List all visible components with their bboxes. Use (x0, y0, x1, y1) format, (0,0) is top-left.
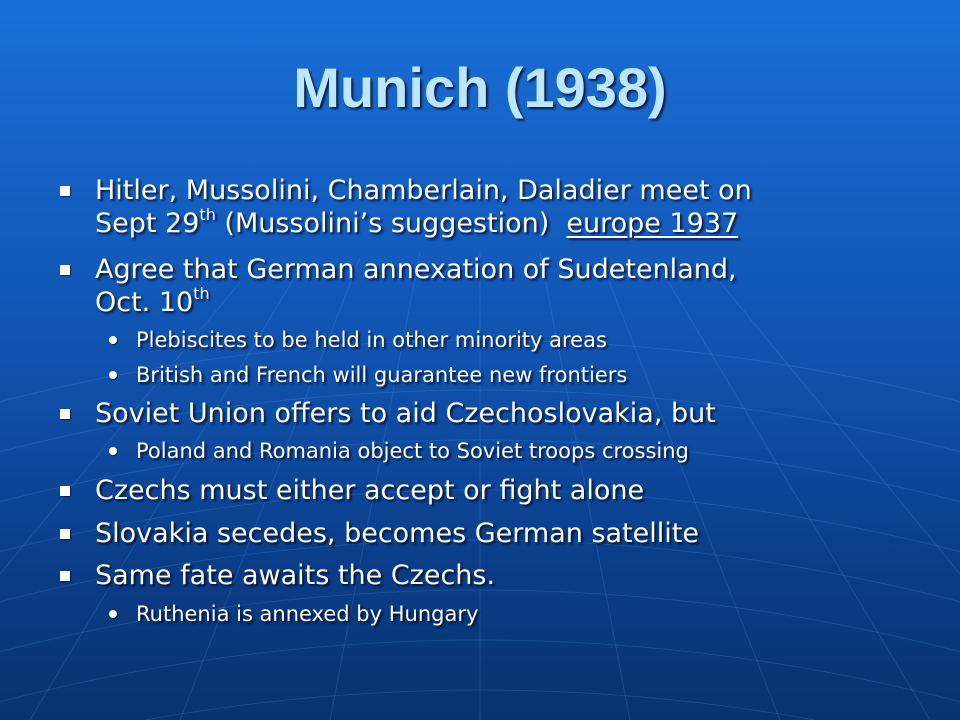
round-bullet-icon (109, 371, 117, 379)
bullet-text-line2: Sept 29th (Mussolini’s suggestion) europe 1937 (95, 205, 739, 239)
square-bullet-icon (60, 486, 70, 496)
bullet-text-line2: Oct. 10th (95, 284, 210, 318)
bullet-item-slovakia-secedes: Slovakia secedes, becomes German satellite (95, 517, 699, 550)
bullet-item-soviet-offer: Soviet Union offers to aid Czechoslovakia, but (95, 397, 716, 430)
square-bullet-icon (60, 529, 70, 539)
bullet-item-sudetenland-agreement (95, 253, 737, 319)
bullet-item-same-fate: Same fate awaits the Czechs. (95, 559, 495, 592)
sub-bullet-plebiscites: Plebiscites to be held in other minority areas (136, 327, 607, 353)
sub-bullet-guarantee-frontiers: British and French will guarantee new frontiers (136, 362, 627, 388)
sub-bullet-poland-romania: Poland and Romania object to Soviet troops crossing (136, 438, 689, 464)
sub-bullet-ruthenia: Ruthenia is annexed by Hungary (136, 601, 478, 627)
europe-1937-link[interactable]: europe 1937 (566, 208, 739, 239)
bullet-text-line1: Hitler, Mussolini, Chamberlain, Daladier meet on (95, 175, 752, 206)
round-bullet-icon (109, 336, 117, 344)
square-bullet-icon (60, 409, 70, 419)
bullet-item-czechs-fight-alone: Czechs must either accept or fight alone (95, 474, 644, 507)
square-bullet-icon (60, 265, 70, 275)
round-bullet-icon (109, 447, 117, 455)
round-bullet-icon (109, 610, 117, 618)
slide-title: Munich (1938) (293, 56, 667, 119)
square-bullet-icon (60, 186, 70, 196)
bullet-text-line1: Agree that German annexation of Sudetenland, (95, 254, 737, 285)
square-bullet-icon (60, 571, 70, 581)
bullet-item-munich-meeting (95, 174, 752, 240)
